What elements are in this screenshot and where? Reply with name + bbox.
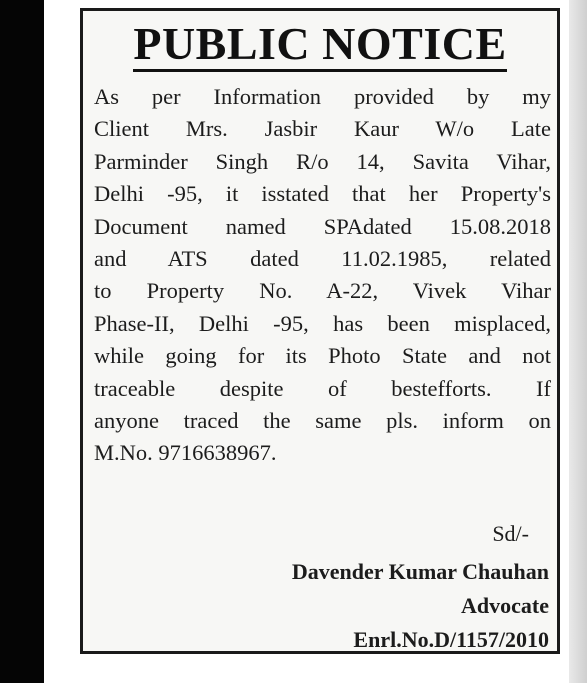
public-notice-box	[80, 8, 560, 654]
notice-line: M.No. 9716638967.	[94, 440, 277, 466]
notice-body	[94, 81, 551, 470]
right-margin	[569, 0, 587, 683]
advocate-designation: Advocate	[461, 593, 549, 618]
notice-line: Client Mrs. Jasbir Kaur W/o Late	[94, 116, 551, 142]
left-dark-margin	[0, 0, 44, 683]
signature-mark: Sd/-	[492, 521, 529, 546]
notice-line: Phase-II, Delhi -95, has been misplaced,	[94, 310, 551, 336]
notice-line: and ATS dated 11.02.1985, related	[94, 246, 551, 272]
notice-title-text: PUBLIC NOTICE	[133, 18, 506, 72]
notice-line: traceable despite of bestefforts. If	[94, 375, 551, 401]
advocate-name: Davender Kumar Chauhan	[291, 559, 549, 584]
notice-line: Document named SPAdated 15.08.2018	[94, 213, 551, 239]
enrollment-number: Enrl.No.D/1157/2010	[353, 627, 549, 652]
notice-line: Delhi -95, it isstated that her Property's	[94, 181, 551, 207]
notice-line: anyone traced the same pls. inform on	[94, 408, 551, 434]
notice-line: Parminder Singh R/o 14, Savita Vihar,	[94, 148, 551, 174]
notice-line: while going for its Photo State and not	[94, 343, 551, 369]
notice-line: As per Information provided by my	[94, 84, 551, 109]
notice-line: to Property No. A-22, Vivek Vihar	[94, 278, 551, 304]
notice-title	[83, 17, 557, 71]
